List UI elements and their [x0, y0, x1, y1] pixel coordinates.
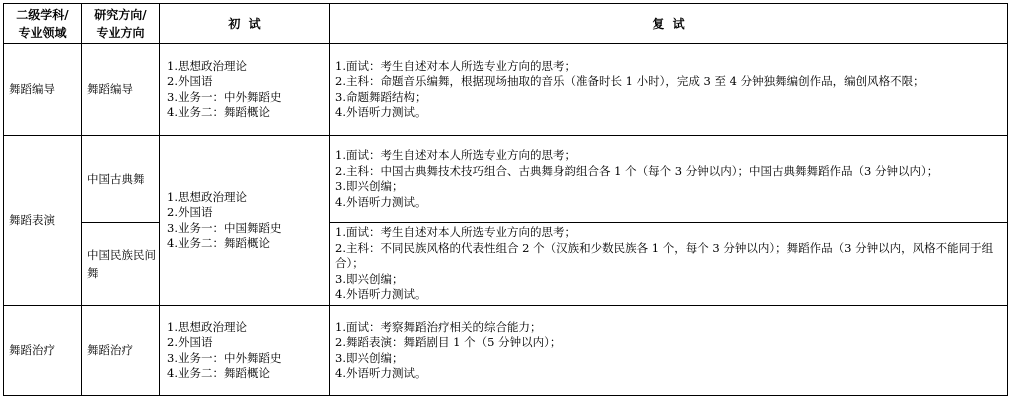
direction-cell: 中国民族民间舞 [82, 223, 160, 306]
list-item: 1.面试：考察舞蹈治疗相关的综合能力； [335, 319, 542, 334]
list-item: 3.即兴创编； [335, 271, 404, 286]
header-direction [82, 4, 160, 44]
list-item: 4.外语听力测试。 [335, 366, 427, 380]
list-item: 1.面试：考生自述对本人所选专业方向的思考； [335, 148, 576, 162]
direction-cell: 中国古典舞 [82, 136, 160, 223]
initial-exam-cell [160, 44, 330, 136]
header-initial-exam-label: 初 试 [228, 16, 261, 31]
list-item: 2.主科：不同民族风格的代表性组合 2 个（汉族和少数民族各 1 个，每个 3 分钟以内）；舞蹈作品（3 分钟以内，风格不能同于组合）； [335, 240, 994, 271]
header-retest [330, 4, 1008, 44]
list-item: 2.外国语 [167, 74, 213, 88]
header-initial-exam [160, 4, 330, 44]
initial-exam-cell [160, 136, 330, 306]
list-item: 1.思想政治理论 [167, 319, 247, 334]
list-item: 4.外语听力测试。 [335, 105, 427, 119]
retest-cell [330, 223, 1008, 306]
list-item: 3.业务一：中外舞蹈史 [167, 89, 282, 104]
header-row [4, 4, 1008, 44]
list-item: 4.外语听力测试。 [335, 287, 427, 302]
list-item: 2.外国语 [167, 205, 213, 219]
header-discipline-line1: 二级学科/ [16, 7, 69, 22]
list-item: 3.业务一：中外舞蹈史 [167, 350, 282, 365]
list-item: 2.外国语 [167, 335, 213, 349]
discipline-cell: 舞蹈治疗 [4, 306, 82, 396]
header-direction-line1: 研究方向/ [94, 7, 147, 22]
list-item: 1.思想政治理论 [167, 58, 247, 73]
retest-cell [330, 44, 1008, 136]
list-item: 4.业务二：舞蹈概论 [167, 366, 270, 380]
table-row [4, 136, 1008, 223]
list-item: 3.命题舞蹈结构； [335, 89, 427, 104]
list-item: 2.主科：中国古典舞技术技巧组合、古典舞身韵组合各 1 个（每个 3 分钟以内）；中国古典舞舞蹈作品（3 分钟以内）； [335, 163, 939, 178]
header-retest-label: 复 试 [652, 16, 685, 31]
list-item: 1.思想政治理论 [167, 189, 247, 204]
header-discipline-line2: 专业领域 [18, 25, 67, 40]
list-item: 2.主科：命题音乐编舞，根据现场抽取的音乐（准备时长 1 小时），完成 3 至 4 分钟独舞编创作品，编创风格不限； [335, 74, 925, 88]
list-item: 2.舞蹈表演：舞蹈剧目 1 个（5 分钟以内）； [335, 335, 562, 349]
retest-cell [330, 306, 1008, 396]
list-item: 1.面试：考生自述对本人所选专业方向的思考； [335, 225, 576, 240]
list-item: 3.业务一：中国舞蹈史 [167, 220, 282, 235]
list-item: 3.即兴创编； [335, 179, 404, 193]
discipline-cell: 舞蹈编导 [4, 44, 82, 136]
list-item: 4.外语听力测试。 [335, 194, 427, 209]
exam-subjects-table [3, 3, 1008, 396]
table-row [4, 306, 1008, 396]
direction-cell: 舞蹈编导 [82, 44, 160, 136]
list-item: 4.业务二：舞蹈概论 [167, 105, 270, 119]
discipline-cell: 舞蹈表演 [4, 136, 82, 306]
table-row [4, 223, 1008, 306]
initial-exam-cell [160, 306, 330, 396]
retest-cell [330, 136, 1008, 223]
table-row [4, 44, 1008, 136]
list-item: 1.面试：考生自述对本人所选专业方向的思考； [335, 58, 576, 73]
header-direction-line2: 专业方向 [96, 25, 145, 40]
list-item: 3.即兴创编； [335, 350, 404, 365]
list-item: 4.业务二：舞蹈概论 [167, 236, 270, 250]
direction-cell: 舞蹈治疗 [82, 306, 160, 396]
header-discipline [4, 4, 82, 44]
